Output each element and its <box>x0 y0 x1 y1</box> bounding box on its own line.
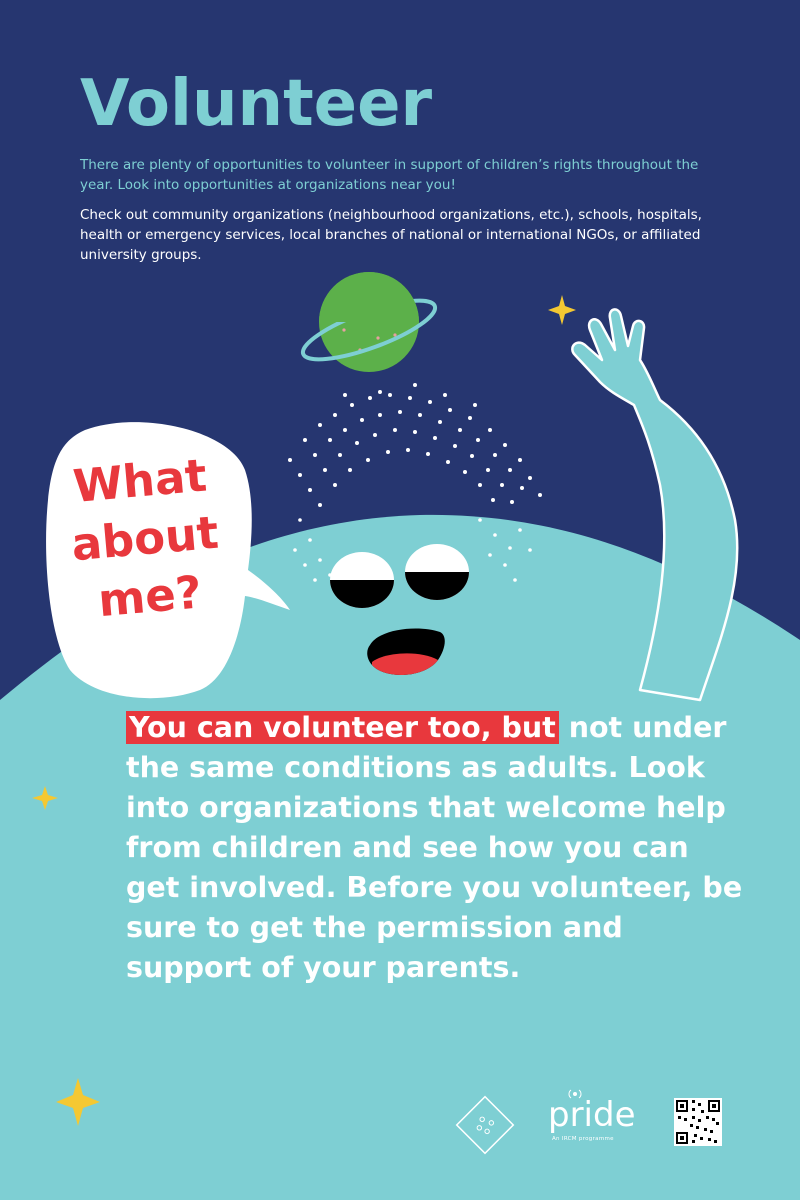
bubble-line: What <box>71 448 209 513</box>
pride-tagline: An IRCM programme <box>552 1136 614 1142</box>
details-text: Check out community organizations (neighbourhood organizations, etc.), schools, hospitals, health or emergency services, local branches of national or international NGOs, or affiliated university groups. <box>80 207 702 263</box>
qr-code-icon <box>674 1098 722 1146</box>
intro-text: There are plenty of opportunities to volunteer in support of children’s rights throughout the year. Look into opportunities at organizations near you! <box>80 157 699 193</box>
speech-bubble-text <box>48 444 242 633</box>
bubble-line: me? <box>96 565 204 628</box>
body-rest: not under the same conditions as adults. Look into organizations that welcome help from children and see how you can get involved. Before you volunteer, be sure to get the permission and support of your parents. <box>126 711 743 984</box>
bubble-line: about <box>69 505 221 572</box>
body-text <box>126 708 746 988</box>
body-highlight: You can volunteer too, but <box>126 711 559 744</box>
page-title: Volunteer <box>80 67 433 141</box>
pride-logo: pride <box>548 1095 636 1135</box>
planet-icon <box>297 272 441 372</box>
